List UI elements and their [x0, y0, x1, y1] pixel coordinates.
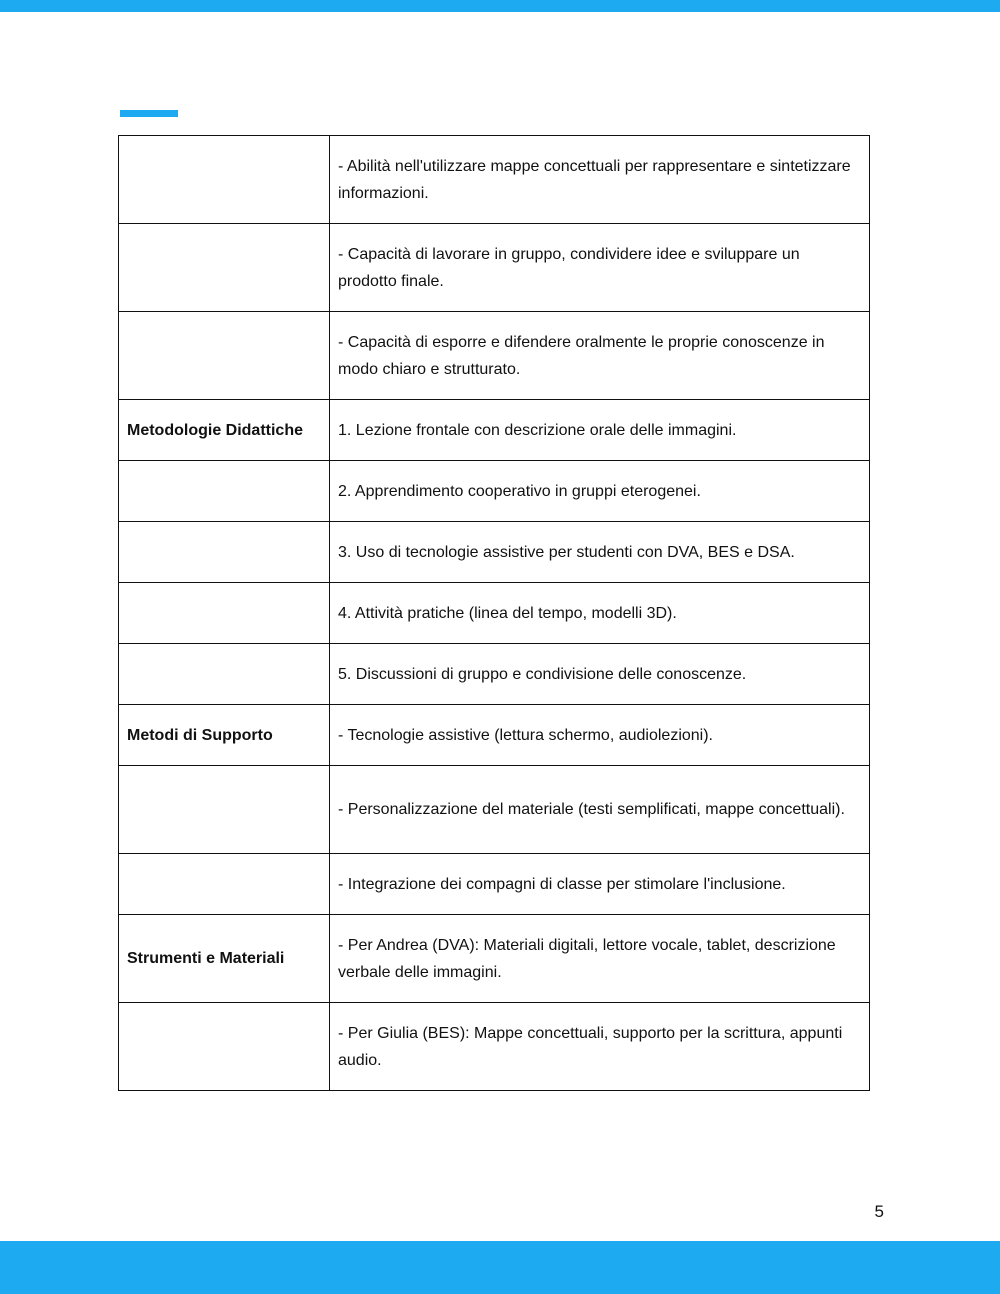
row-text: - Tecnologie assistive (lettura schermo, audiolezioni).: [330, 705, 870, 766]
table-row: [119, 136, 870, 224]
bottom-accent-bar: [0, 1241, 1000, 1294]
row-label: [119, 224, 330, 312]
table-row: [119, 224, 870, 312]
row-text: - Per Giulia (BES): Mappe concettuali, supporto per la scrittura, appunti audio.: [330, 1003, 870, 1091]
table-row: [119, 854, 870, 915]
row-text: 4. Attività pratiche (linea del tempo, modelli 3D).: [330, 583, 870, 644]
table-row: [119, 915, 870, 1003]
row-text: 2. Apprendimento cooperativo in gruppi eterogenei.: [330, 461, 870, 522]
row-label: [119, 461, 330, 522]
table-row: [119, 766, 870, 854]
row-label: Metodi di Supporto: [119, 705, 330, 766]
row-text: - Capacità di lavorare in gruppo, condividere idee e sviluppare un prodotto finale.: [330, 224, 870, 312]
accent-dash: [120, 110, 178, 117]
table-row: [119, 461, 870, 522]
row-label: [119, 136, 330, 224]
content-table: [118, 135, 870, 1091]
row-label: Strumenti e Materiali: [119, 915, 330, 1003]
table-row: [119, 583, 870, 644]
row-label: [119, 312, 330, 400]
row-text: 5. Discussioni di gruppo e condivisione delle conoscenze.: [330, 644, 870, 705]
row-label: [119, 854, 330, 915]
row-label: [119, 766, 330, 854]
row-text: - Personalizzazione del materiale (testi semplificati, mappe concettuali).: [330, 766, 870, 854]
table-row: [119, 644, 870, 705]
row-text: - Per Andrea (DVA): Materiali digitali, lettore vocale, tablet, descrizione verbale delle immagini.: [330, 915, 870, 1003]
table-row: [119, 1003, 870, 1091]
table-row: [119, 312, 870, 400]
row-label: [119, 644, 330, 705]
row-text: 3. Uso di tecnologie assistive per studenti con DVA, BES e DSA.: [330, 522, 870, 583]
row-label: [119, 583, 330, 644]
row-label: Metodologie Didattiche: [119, 400, 330, 461]
table-row: [119, 522, 870, 583]
table-row: [119, 400, 870, 461]
row-label: [119, 522, 330, 583]
row-text: 1. Lezione frontale con descrizione orale delle immagini.: [330, 400, 870, 461]
top-accent-bar: [0, 0, 1000, 12]
row-text: - Abilità nell'utilizzare mappe concettuali per rappresentare e sintetizzare informazioni.: [330, 136, 870, 224]
table-row: [119, 705, 870, 766]
page-number: 5: [874, 1202, 884, 1221]
row-label: [119, 1003, 330, 1091]
row-text: - Integrazione dei compagni di classe per stimolare l'inclusione.: [330, 854, 870, 915]
row-text: - Capacità di esporre e difendere oralmente le proprie conoscenze in modo chiaro e strutturato.: [330, 312, 870, 400]
